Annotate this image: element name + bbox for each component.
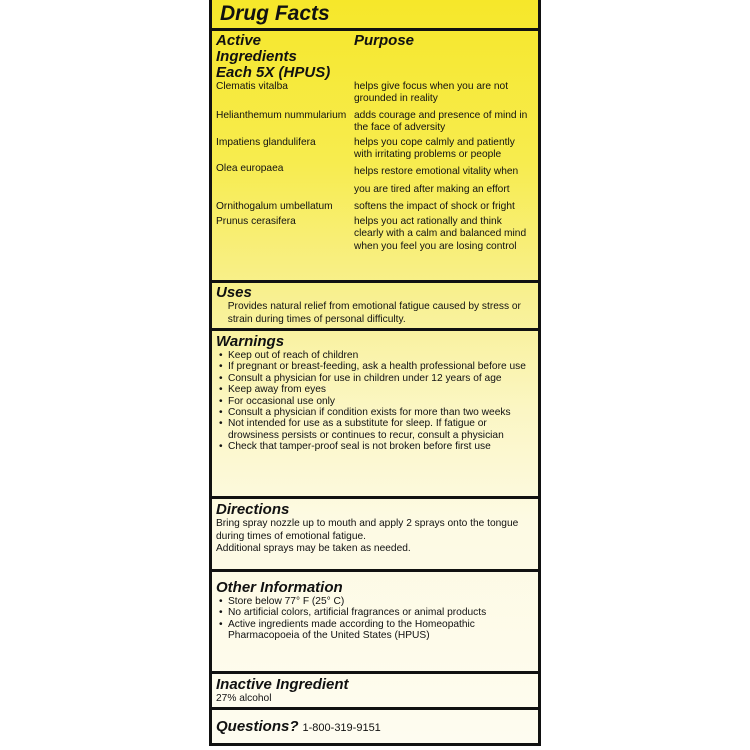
questions-phone: 1-800-319-9151 bbox=[302, 721, 381, 734]
warnings-list bbox=[216, 350, 534, 453]
active-ingredients-header bbox=[216, 31, 534, 81]
warnings-section bbox=[212, 331, 538, 499]
active-ingredients-section bbox=[212, 31, 538, 283]
directions-section bbox=[212, 499, 538, 572]
list-item: • Consult a physician for use in children under 12 years of age bbox=[228, 373, 534, 384]
ingredient-name: Prunus cerasifera bbox=[216, 215, 296, 227]
uses-section bbox=[212, 283, 538, 331]
active-ingredients-subheading: Each 5X (HPUS) bbox=[216, 64, 331, 81]
questions-heading: Questions? bbox=[216, 717, 299, 735]
list-item: • Keep away from eyes bbox=[228, 384, 534, 395]
other-information-section bbox=[212, 572, 538, 674]
drug-facts-title: Drug Facts bbox=[220, 2, 330, 25]
ingredient-row bbox=[216, 201, 534, 213]
ingredient-row bbox=[216, 81, 534, 106]
list-item: • For occasional use only bbox=[228, 396, 534, 407]
drug-facts-title-section bbox=[212, 0, 538, 31]
ingredient-name: Ornithogalum umbellatum bbox=[216, 201, 333, 213]
ingredient-purpose: adds courage and presence of mind in the face of adversity bbox=[354, 109, 528, 134]
ingredient-name: Impatiens glandulifera bbox=[216, 136, 316, 148]
inactive-ingredient-section bbox=[212, 674, 538, 710]
purpose-heading: Purpose bbox=[354, 32, 415, 49]
uses-text: Provides natural relief from emotional fatigue caused by stress or strain during times of personal difficulty. bbox=[227, 301, 521, 325]
list-item: • If pregnant or breast-feeding, ask a health professional before use bbox=[228, 361, 534, 372]
list-item: • No artificial colors, artificial fragrances or animal products bbox=[228, 607, 534, 618]
inactive-ingredient-heading: Inactive Ingredient bbox=[216, 676, 349, 693]
warnings-heading: Warnings bbox=[216, 333, 285, 350]
ingredient-name: Olea europaea bbox=[216, 163, 284, 175]
ingredient-purpose: helps restore emotional vitality when you are tired after making an effort bbox=[354, 166, 519, 196]
ingredient-purpose: softens the impact of shock or fright bbox=[354, 201, 515, 213]
ingredient-row bbox=[216, 163, 534, 199]
ingredient-row bbox=[216, 216, 534, 253]
inactive-ingredient-text: 27% alcohol bbox=[216, 693, 272, 704]
list-item: • Active ingredients made according to the Homeopathic Pharmacopoeia of the United States (HPUS) bbox=[228, 619, 534, 642]
questions-section bbox=[212, 710, 538, 743]
other-information-list bbox=[216, 596, 534, 642]
list-item: • Not intended for use as a substitute for sleep. If fatigue or drowsiness persists or continues to recur, consult a physician bbox=[228, 418, 534, 441]
directions-text-additional: Additional sprays may be taken as needed. bbox=[216, 543, 411, 555]
list-item: • Check that tamper-proof seal is not broken before first use bbox=[228, 441, 534, 452]
list-item: • Store below 77° F (25° C) bbox=[228, 596, 534, 607]
ingredient-purpose: helps you cope calmly and patiently with irritating problems or people bbox=[354, 136, 515, 161]
list-item: • Keep out of reach of children bbox=[228, 350, 534, 361]
ingredient-purpose: helps you act rationally and think clearly with a calm and balanced mind when you feel you are losing control bbox=[354, 215, 527, 252]
directions-heading: Directions bbox=[216, 501, 290, 518]
list-item: • Consult a physician if condition exists for more than two weeks bbox=[228, 407, 534, 418]
uses-heading: Uses bbox=[216, 284, 252, 301]
directions-text: Bring spray nozzle up to mouth and apply 2 sprays onto the tongue during times of emotional fatigue. bbox=[216, 518, 519, 542]
ingredient-name: Helianthemum nummularium bbox=[216, 109, 347, 121]
other-information-heading: Other Information bbox=[216, 579, 343, 596]
active-ingredients-heading: Active Ingredients bbox=[216, 32, 297, 65]
ingredient-purpose: helps give focus when you are not grounded in reality bbox=[354, 81, 509, 105]
ingredient-name: Clematis vitalba bbox=[216, 81, 288, 92]
drug-facts-panel bbox=[209, 0, 541, 746]
ingredient-row bbox=[216, 137, 534, 162]
ingredient-row bbox=[216, 110, 534, 135]
